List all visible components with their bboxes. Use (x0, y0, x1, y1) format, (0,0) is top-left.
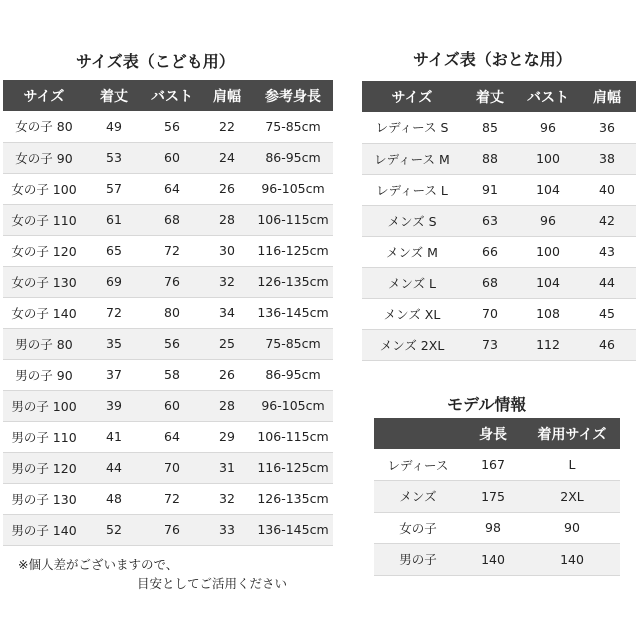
adults-table-row (362, 112, 636, 143)
kids-table-row (3, 514, 333, 545)
kids-table-cell: 57 (85, 173, 143, 204)
adults-table-cell: 38 (578, 143, 636, 174)
kids-size-table (3, 80, 333, 546)
model-header-height: 身長 (462, 418, 524, 449)
model-table-row (374, 481, 620, 513)
model-header-row (374, 418, 620, 449)
kids-table-cell: 28 (201, 204, 253, 235)
kids-table-cell: 32 (201, 266, 253, 297)
model-table-cell: 140 (524, 544, 620, 576)
kids-table-cell: 126-135cm (253, 483, 333, 514)
kids-table-cell: 37 (85, 359, 143, 390)
kids-table-cell: 24 (201, 142, 253, 173)
model-table-row (374, 512, 620, 544)
kids-table-cell: 70 (143, 452, 201, 483)
disclaimer-note-line2: 目安としてご活用ください (137, 576, 288, 591)
kids-table-cell: 116-125cm (253, 452, 333, 483)
model-info-title: モデル情報 (447, 395, 527, 414)
kids-header-row (3, 80, 333, 111)
kids-table-row (3, 235, 333, 266)
model-table-cell: 女の子 (374, 512, 462, 544)
model-table-cell: 98 (462, 512, 524, 544)
disclaimer-note-line1: ※個人差がございますので、 (18, 557, 179, 572)
model-table-cell: 男の子 (374, 544, 462, 576)
kids-table-cell: 60 (143, 390, 201, 421)
kids-table-cell: 116-125cm (253, 235, 333, 266)
adults-table-cell: 70 (462, 298, 518, 329)
adults-table-cell: 96 (518, 205, 578, 236)
kids-header-size: サイズ (3, 80, 85, 111)
kids-table-cell: 65 (85, 235, 143, 266)
kids-table-cell: 136-145cm (253, 514, 333, 545)
kids-header-length: 着丈 (85, 80, 143, 111)
model-table-row (374, 449, 620, 481)
kids-table-cell: 64 (143, 173, 201, 204)
kids-table-cell: 男の子 110 (3, 421, 85, 452)
model-table-cell: 2XL (524, 481, 620, 513)
kids-table-cell: 32 (201, 483, 253, 514)
kids-table-cell: 106-115cm (253, 421, 333, 452)
kids-table-cell: 男の子 100 (3, 390, 85, 421)
adults-table-cell: メンズ L (362, 267, 462, 298)
kids-table-cell: 56 (143, 328, 201, 359)
kids-table-cell: 106-115cm (253, 204, 333, 235)
kids-table-cell: 男の子 80 (3, 328, 85, 359)
adults-table-cell: 66 (462, 236, 518, 267)
kids-size-title: サイズ表（こども用） (76, 52, 235, 71)
kids-table-cell: 69 (85, 266, 143, 297)
adults-table-cell: 63 (462, 205, 518, 236)
model-table-cell: メンズ (374, 481, 462, 513)
kids-table-cell: 75-85cm (253, 111, 333, 142)
model-table-cell: 90 (524, 512, 620, 544)
kids-table-cell: 女の子 90 (3, 142, 85, 173)
kids-table-row (3, 390, 333, 421)
model-table-cell: 167 (462, 449, 524, 481)
adults-table-cell: 36 (578, 112, 636, 143)
adults-table-row (362, 267, 636, 298)
adults-table-row (362, 143, 636, 174)
kids-table-row (3, 421, 333, 452)
kids-table-cell: 72 (85, 297, 143, 328)
adults-table-row (362, 298, 636, 329)
kids-table-cell: 86-95cm (253, 142, 333, 173)
adults-table-cell: 104 (518, 267, 578, 298)
kids-table-cell: 80 (143, 297, 201, 328)
kids-table-cell: 女の子 110 (3, 204, 85, 235)
adults-table-row (362, 205, 636, 236)
kids-header-shoulder: 肩幅 (201, 80, 253, 111)
model-header-worn-size: 着用サイズ (524, 418, 620, 449)
model-header-blank (374, 418, 462, 449)
kids-table-cell: 64 (143, 421, 201, 452)
kids-table-cell: 76 (143, 266, 201, 297)
kids-table-row (3, 111, 333, 142)
kids-table-cell: 52 (85, 514, 143, 545)
kids-table-cell: 男の子 140 (3, 514, 85, 545)
adults-table-row (362, 236, 636, 267)
adults-table-cell: 40 (578, 174, 636, 205)
kids-table-cell: 136-145cm (253, 297, 333, 328)
model-table-cell: 140 (462, 544, 524, 576)
kids-table-cell: 53 (85, 142, 143, 173)
kids-table-cell: 60 (143, 142, 201, 173)
kids-table-row (3, 328, 333, 359)
kids-table-cell: 31 (201, 452, 253, 483)
kids-table-cell: 56 (143, 111, 201, 142)
kids-table-cell: 75-85cm (253, 328, 333, 359)
kids-table-row (3, 204, 333, 235)
adults-table-cell: 68 (462, 267, 518, 298)
adults-table-cell: 88 (462, 143, 518, 174)
model-table-cell: L (524, 449, 620, 481)
kids-table-cell: 女の子 80 (3, 111, 85, 142)
kids-table-cell: 女の子 140 (3, 297, 85, 328)
kids-table-cell: 22 (201, 111, 253, 142)
adults-table-cell: 108 (518, 298, 578, 329)
kids-table-cell: 126-135cm (253, 266, 333, 297)
kids-table-cell: 39 (85, 390, 143, 421)
kids-table-cell: 男の子 120 (3, 452, 85, 483)
kids-table-cell: 33 (201, 514, 253, 545)
adults-table-cell: 45 (578, 298, 636, 329)
adults-table-cell: 46 (578, 329, 636, 360)
adults-table-cell: 73 (462, 329, 518, 360)
kids-table-cell: 男の子 90 (3, 359, 85, 390)
kids-table-cell: 34 (201, 297, 253, 328)
adults-header-size: サイズ (362, 81, 462, 112)
adults-table-cell: レディース L (362, 174, 462, 205)
adults-table-cell: レディース M (362, 143, 462, 174)
adults-table-cell: 96 (518, 112, 578, 143)
adults-table-cell: 104 (518, 174, 578, 205)
kids-table-cell: 72 (143, 483, 201, 514)
kids-table-cell: 35 (85, 328, 143, 359)
adults-table-cell: 44 (578, 267, 636, 298)
kids-table-cell: 48 (85, 483, 143, 514)
adults-size-table (362, 81, 636, 361)
adults-header-row (362, 81, 636, 112)
kids-table-cell: 女の子 120 (3, 235, 85, 266)
adults-table-cell: レディース S (362, 112, 462, 143)
adults-table-cell: メンズ 2XL (362, 329, 462, 360)
kids-table-cell: 29 (201, 421, 253, 452)
adults-table-row (362, 174, 636, 205)
adults-header-length: 着丈 (462, 81, 518, 112)
kids-table-row (3, 452, 333, 483)
adults-table-cell: メンズ XL (362, 298, 462, 329)
kids-table-cell: 41 (85, 421, 143, 452)
adults-table-cell: 112 (518, 329, 578, 360)
kids-table-cell: 男の子 130 (3, 483, 85, 514)
kids-table-cell: 86-95cm (253, 359, 333, 390)
kids-table-cell: 26 (201, 359, 253, 390)
kids-table-cell: 28 (201, 390, 253, 421)
model-table-cell: レディース (374, 449, 462, 481)
kids-table-cell: 30 (201, 235, 253, 266)
kids-table-row (3, 173, 333, 204)
adults-table-cell: メンズ M (362, 236, 462, 267)
adults-table-cell: 85 (462, 112, 518, 143)
kids-table-cell: 96-105cm (253, 390, 333, 421)
adults-header-bust: バスト (518, 81, 578, 112)
kids-table-cell: 女の子 130 (3, 266, 85, 297)
adults-size-title: サイズ表（おとな用） (413, 50, 572, 69)
kids-table-cell: 58 (143, 359, 201, 390)
kids-header-height: 参考身長 (253, 80, 333, 111)
model-info-table (374, 418, 620, 576)
kids-table-cell: 76 (143, 514, 201, 545)
kids-table-cell: 44 (85, 452, 143, 483)
kids-table-cell: 72 (143, 235, 201, 266)
kids-table-cell: 61 (85, 204, 143, 235)
kids-table-row (3, 483, 333, 514)
adults-table-cell: 100 (518, 143, 578, 174)
kids-table-cell: 女の子 100 (3, 173, 85, 204)
kids-table-cell: 49 (85, 111, 143, 142)
kids-table-row (3, 142, 333, 173)
kids-table-row (3, 297, 333, 328)
adults-header-shoulder: 肩幅 (578, 81, 636, 112)
adults-table-cell: メンズ S (362, 205, 462, 236)
adults-table-cell: 43 (578, 236, 636, 267)
kids-table-cell: 26 (201, 173, 253, 204)
kids-table-cell: 96-105cm (253, 173, 333, 204)
kids-table-cell: 68 (143, 204, 201, 235)
kids-table-row (3, 359, 333, 390)
adults-table-row (362, 329, 636, 360)
kids-header-bust: バスト (143, 80, 201, 111)
model-table-row (374, 544, 620, 576)
adults-table-cell: 91 (462, 174, 518, 205)
model-table-cell: 175 (462, 481, 524, 513)
kids-table-row (3, 266, 333, 297)
adults-table-cell: 42 (578, 205, 636, 236)
adults-table-cell: 100 (518, 236, 578, 267)
kids-table-cell: 25 (201, 328, 253, 359)
